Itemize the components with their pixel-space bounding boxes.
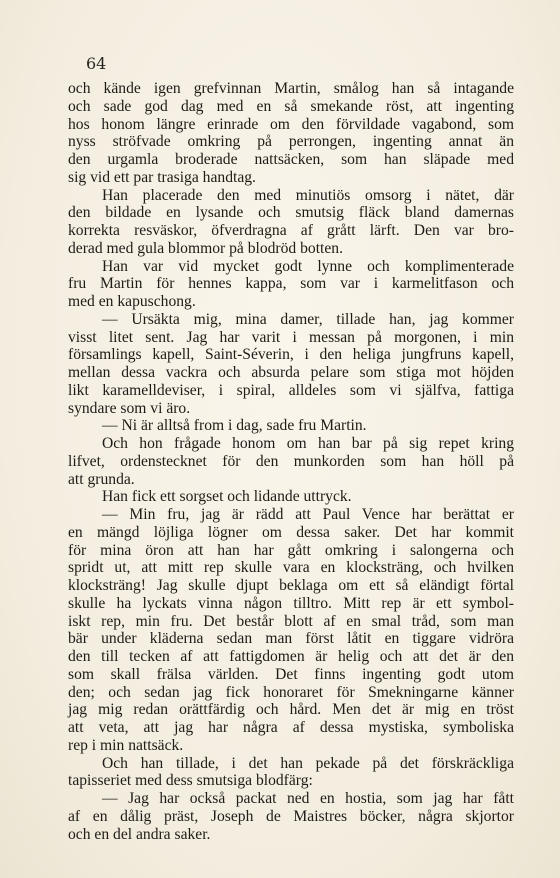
text-line: — Ni är alltså from i dag, sade fru Martin.	[102, 417, 367, 435]
text-line: Han placerade den med minutiös omsorg i nätet, där	[102, 186, 514, 204]
page-number: 64	[86, 54, 107, 73]
text-line: syndare som vi äro.	[68, 399, 191, 417]
text-line: visst litet sent. Jag har varit i messan på morgonen, i min	[68, 328, 514, 346]
text-line: af en dålig präst, Joseph de Maistres böcker, några skjortor	[68, 807, 514, 825]
text-line: klocksträng! Jag skulle djupt beklaga om ett så eländigt förtal	[68, 577, 514, 594]
text-line: Han fick ett sorgset och lidande uttryck.	[102, 488, 352, 506]
text-line: en mängd löjliga lögner om dessa saker. Det har kommit	[68, 523, 514, 541]
text-line: likt karamelldeviser, i spiral, alldeles som vi själfva, fattiga	[68, 381, 514, 399]
text-line: mellan dessa vackra och absurda pelare som stiga mot höjden	[68, 364, 514, 381]
text-line: Han var vid mycket godt lynne och komplimenterade	[102, 257, 514, 275]
text-line: och kände igen grefvinnan Martin, smålog han så intagande	[68, 80, 514, 97]
text-line: lifvet, ordenstecknet för den munkorden som han höll på	[68, 452, 514, 470]
text-line: korrekta resväskor, öfverdragna af grått lärft. Den var bro-	[68, 222, 514, 239]
text-line: skulle ha lyckats vinna någon tilltro. Mitt rep är ett symbol-	[68, 594, 514, 612]
text-line: församlings kapell, Saint-Séverin, i den heliga jungfruns kapell,	[68, 346, 514, 364]
text-line: — Jag har också packat ned en hostia, som jag har fått	[102, 790, 514, 807]
text-line: sig vid ett par trasiga handtag.	[68, 168, 256, 186]
text-line: spridt ut, att mitt rep skulle vara en klocksträng, och hvilken	[68, 559, 514, 577]
text-line: för mina öron att han har gått omkring i salongerna och	[68, 541, 514, 559]
text-line: den bildade en lysande och smutsig fläck bland damernas	[68, 204, 514, 222]
text-line: bär under kläderna sedan man först låtit en tiggare vidröra	[68, 630, 514, 648]
text-line: att grunda.	[68, 470, 135, 488]
text-line: Och han tillade, i det han pekade på det förskräckliga	[102, 754, 514, 772]
text-line: hos honom längre erinrade om den förvildade vagabond, som	[68, 115, 514, 133]
text-line: fru Martin för hennes kappa, som var i karmelitfason och	[68, 275, 514, 293]
text-line: — Ursäkta mig, mina damer, tillade han, jag kommer	[102, 310, 514, 328]
text-line: Och hon frågade honom om han bar på sig repet kring	[102, 435, 514, 452]
text-line: den urgamla broderade nattsäcken, som han släpade med	[68, 151, 514, 168]
text-line: derad med gula blommor på blodröd botten.	[68, 239, 343, 257]
text-line: den; och sedan jag fick honoraret för Smekningarne känner	[68, 683, 514, 701]
text-line: och sade god dag med en så smekande röst, att ingenting	[68, 97, 514, 115]
text-line: nyss ströfvade omkring på perrongen, ingenting annat än	[68, 133, 514, 151]
text-line: att veta, att jag har några af dessa mystiska, symboliska	[68, 719, 514, 736]
text-line: — Min fru, jag är rädd att Paul Vence har berättat er	[102, 506, 514, 523]
text-line: tapisseriet med dess smutsiga blodfärg:	[68, 772, 313, 790]
text-line: rep i min nattsäck.	[68, 736, 184, 754]
body-text	[68, 80, 514, 843]
text-line: iskt rep, min fru. Det består blott af en smal tråd, som man	[68, 612, 514, 630]
text-line: med en kapuschong.	[68, 293, 196, 310]
text-line: den till tecken af att fattigdomen är helig och att det är den	[68, 648, 514, 665]
text-line: som skall frälsa världen. Det finns ingenting godt utom	[68, 665, 514, 683]
text-line: jag mig redan orättfärdig och hård. Men det är mig en tröst	[68, 701, 514, 719]
text-line: och en del andra saker.	[68, 825, 211, 843]
